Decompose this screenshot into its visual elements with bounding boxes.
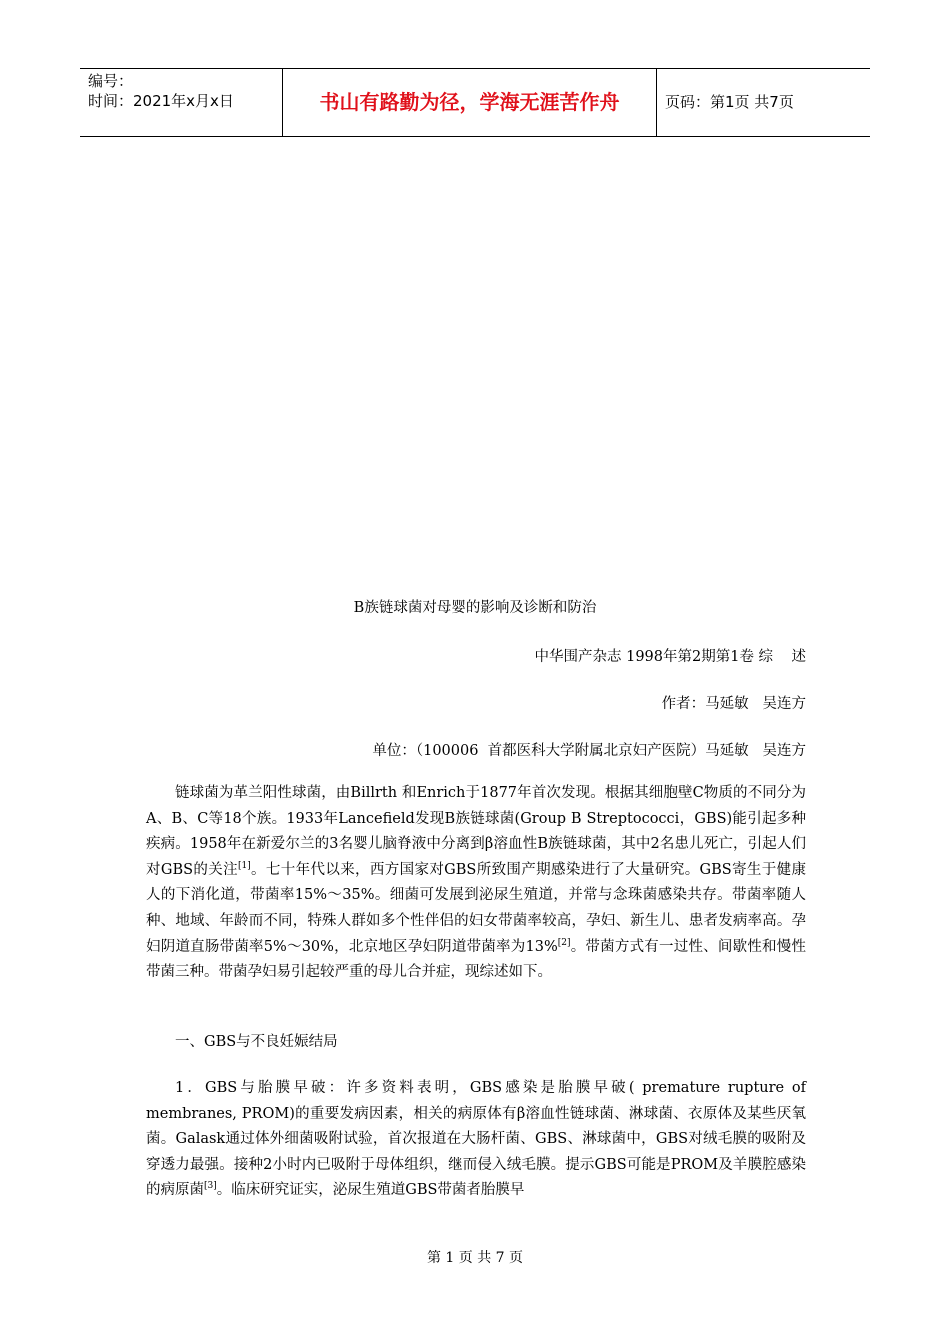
paragraph-pprom [146,1076,806,1204]
header-motto: 书山有路勤为径，学海无涯苦作舟 [319,90,620,114]
header-divider [656,69,657,136]
section-heading: 一、GBS与不良妊娠结局 [175,1034,338,1050]
article-journal: 中华围产杂志 1998年第2期第1卷 综 述 [534,649,806,665]
header-date: 时间：2021年x月x日 [88,92,234,110]
article-title: B族链球菌对母婴的影响及诊断和防治 [353,600,597,616]
header-number: 编号： [88,72,134,90]
paragraph-text: 1．GBS与胎膜早破：许多资料表明，GBS感染是胎膜早破( premature rupture of membranes, PROM)的重要发病因素，相关的病原体有β溶血性链球菌、淋球菌、衣原体及某些厌氧菌。Galask通过体外细菌吸附试验，首次报道在大肠杆菌、GBS、淋球菌中，GBS对绒毛膜的吸附及穿透力最强。接种2小时内已吸附于母体组织，继而侵入绒毛膜。提示GBS可能是PROM及羊膜腔感染的病原菌 [146,1080,806,1199]
citation-ref: [1] [237,860,251,871]
page-footer: 第 1 页 共 7 页 [426,1250,524,1266]
paragraph-text: 。带菌方式有一过性、间歇性和慢性带菌三种。带菌孕妇易引起较严重的母儿合并症，现综述如下。 [146,938,806,981]
paragraph-intro [146,781,806,986]
header-meta [88,71,283,111]
article-affiliation: 单位：（100006 首都医科大学附属北京妇产医院）马延敏 吴连方 [372,743,806,759]
paragraph-text: 。七十年代以来，西方国家对GBS所致围产期感染进行了大量研究。GBS寄生于健康人的下消化道，带菌率15%～35%。细菌可发展到泌尿生殖道，并常与念珠菌感染共存。带菌率随人种、地域、年龄而不同，特殊人群如多个性伴侣的妇女带菌率较高，孕妇、新生儿、患者发病率高。孕妇阴道直肠带菌率5%～30%，北京地区孕妇阴道带菌率为13% [146,861,806,955]
paragraph-text: 链球菌为革兰阳性球菌，由Billrth 和Enrich于1877年首次发现。根据其细胞壁C物质的不同分为A、B、C等18个族。1933年Lancefield发现B族链球菌(Group B Streptococci，GBS)能引起多种疾病。1958年在新爱尔兰的3名婴儿脑脊液中分离到β溶血性B族链球菌，其中2名患儿死亡，引起人们对GBS的关注 [146,785,806,878]
citation-ref: [3] [204,1181,217,1192]
page-header [80,68,870,137]
paragraph-text: 。临床研究证实，泌尿生殖道GBS带菌者胎膜早 [216,1182,525,1199]
article-authors: 作者：马延敏 吴连方 [661,696,806,712]
citation-ref: [2] [557,937,571,948]
header-page-info: 页码：第1页 共7页 [665,93,794,111]
